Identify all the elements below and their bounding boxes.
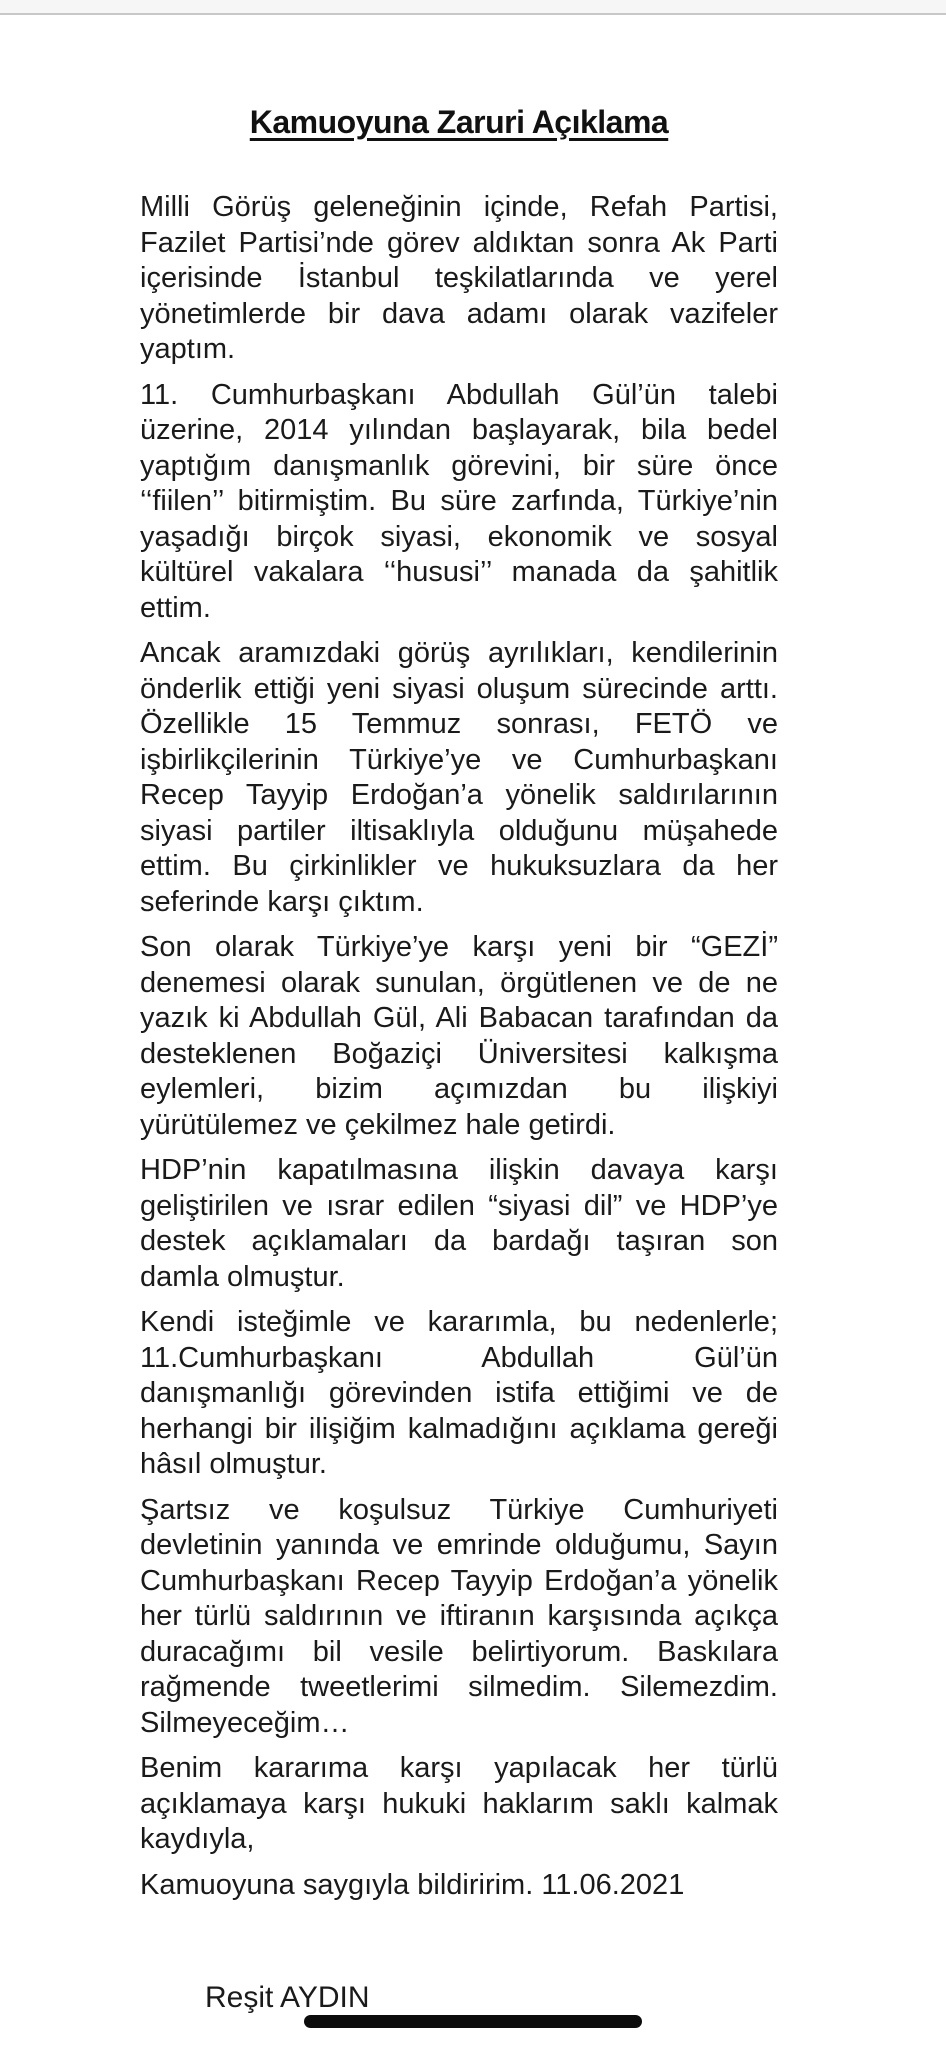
text-line: üzerine, 2014 yılından başlayarak, bila bedel [140, 414, 778, 446]
text-line: hâsıl olmuştur. [140, 1448, 327, 1480]
text-line: Son olarak Türkiye’ye karşı yeni bir “GEZİ” [140, 931, 778, 963]
text-line: danışmanlığı görevinden istifa ettiğimi ve de [140, 1377, 778, 1409]
text-line: kaydıyla, [140, 1823, 255, 1855]
text-line: destek açıklamaları da bardağı taşıran son [140, 1225, 778, 1257]
text-line: yaptığım danışmanlık görevini, bir süre önce [140, 449, 778, 482]
signature-redaction-bar [304, 2015, 642, 2028]
paragraph [140, 1868, 778, 1904]
text-line: içerisinde İstanbul teşkilatlarında ve yerel [140, 262, 778, 294]
text-line: devletinin yanında ve emrinde olduğumu, Sayın [140, 1529, 778, 1561]
text-line: Recep Tayyip Erdoğan’a yönelik saldırılarının [140, 779, 778, 811]
text-line: Silmeyeceğim… [140, 1706, 350, 1739]
text-line: Cumhurbaşkanı Recep Tayyip Erdoğan’a yönelik [140, 1564, 778, 1597]
text-line: rağmende tweetlerimi silmedim. Silemezdim. [140, 1671, 778, 1703]
text-line: HDP’nin kapatılmasına ilişkin davaya karşı [140, 1154, 778, 1186]
paragraph [140, 930, 778, 1143]
text-line: Fazilet Partisi’nde görev aldıktan sonra Ak Parti [140, 226, 778, 259]
text-line: Benim kararıma karşı yapılacak her türlü [140, 1752, 778, 1784]
paragraph [140, 636, 778, 920]
window-top-strip [0, 0, 946, 15]
text-line: kültürel vakalara ‘‘hususi’’ manada da şahitlik [140, 556, 778, 588]
text-line: yürütülemez ve çekilmez hale getirdi. [140, 1108, 616, 1141]
text-line: 11. Cumhurbaşkanı Abdullah Gül’ün talebi [140, 378, 778, 411]
text-line: eylemleri, bizim açımızdan bu ilişkiyi [140, 1073, 778, 1105]
text-line: her türlü saldırının ve iftiranın karşısında açıkça [140, 1600, 778, 1632]
text-line: ‘‘fiilen’’ bitirmiştim. Bu süre zarfında, Türkiye’nin [140, 485, 778, 517]
text-line: Kamuoyuna saygıyla bildiririm. 11.06.2021 [140, 1868, 685, 1901]
text-line: açıklamaya karşı hukuki haklarım saklı kalmak [140, 1787, 778, 1820]
text-line: Ancak aramızdaki görüş ayrılıkları, kendilerinin [140, 637, 778, 669]
text-line: işbirlikçilerinin Türkiye’ye ve Cumhurbaşkanı [140, 743, 778, 776]
text-line: yönetimlerde bir dava adamı olarak vazifeler [140, 297, 778, 330]
text-line: desteklenen Boğaziçi Üniversitesi kalkışma [140, 1037, 778, 1070]
text-line: denemesi olarak sunulan, örgütlenen ve de ne [140, 966, 778, 999]
text-line: yazık ki Abdullah Gül, Ali Babacan tarafından da [140, 1002, 778, 1034]
text-line: yaşadığı birçok siyasi, ekonomik ve sosyal [140, 520, 778, 553]
paragraph [140, 190, 778, 368]
text-line: geliştirilen ve ısrar edilen “siyasi dil” ve HDP’ye [140, 1189, 778, 1222]
text-line: duracağımı bil vesile belirtiyorum. Baskılara [140, 1635, 778, 1668]
document-title: Kamuoyuna Zaruri Açıklama [249, 104, 669, 140]
text-line: Özellikle 15 Temmuz sonrası, FETÖ ve [140, 708, 778, 740]
text-line: siyasi partiler iltisaklıyla olduğunu müşahede [140, 814, 778, 847]
paragraph [140, 1305, 778, 1483]
signature-name: Reşit AYDIN [205, 1981, 370, 2014]
text-line: önderlik ettiği yeni siyasi oluşum sürecinde arttı. [140, 672, 778, 705]
paragraph [140, 1751, 778, 1858]
text-line: herhangi bir ilişiğim kalmadığını açıklama gereği [140, 1412, 778, 1445]
text-line: damla olmuştur. [140, 1260, 345, 1293]
paragraph [140, 378, 778, 627]
paragraph [140, 1493, 778, 1742]
paragraph [140, 1153, 778, 1295]
text-line: Kendi isteğimle ve kararımla, bu nedenlerle; [140, 1306, 778, 1338]
document-body [140, 190, 778, 1903]
text-line: ettim. Bu çirkinlikler ve hukuksuzlara da her [140, 850, 778, 882]
text-line: Şartsız ve koşulsuz Türkiye Cumhuriyeti [140, 1493, 778, 1526]
text-line: Milli Görüş geleneğinin içinde, Refah Partisi, [140, 191, 778, 223]
text-line: ettim. [140, 591, 211, 624]
text-line: seferinde karşı çıktım. [140, 885, 424, 918]
text-line: 11.Cumhurbaşkanı Abdullah Gül’ün [140, 1341, 778, 1374]
text-line: yaptım. [140, 333, 236, 365]
